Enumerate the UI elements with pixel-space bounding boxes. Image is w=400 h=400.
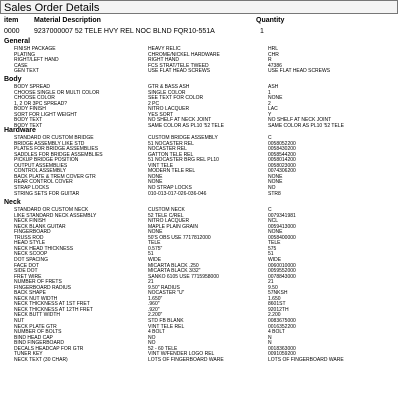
characteristic-value: LOTS OF FINGERBOARD WARE (148, 356, 224, 363)
characteristic-value: NOCASTER "U" (148, 290, 185, 297)
characteristic-value: 010-013-017-026-036-046 (148, 190, 207, 197)
characteristic-value: VINT W/FENDER LOGO REL (148, 351, 215, 358)
characteristic-value: STD FB BLANK (148, 318, 184, 324)
characteristic-code: NONE (268, 229, 283, 236)
characteristic-name: NECK SCOOP (14, 251, 48, 258)
characteristic-value: 52 - 60 TELE (148, 345, 178, 352)
characteristic-value: 51 NOCASTER REL (148, 140, 194, 147)
characteristic-value: WIDE (148, 256, 162, 263)
characteristic-code: 57NKSH (268, 290, 288, 297)
characteristic-name: BODY FINISH (14, 106, 46, 113)
characteristic-name: NECK PLATE GTR (14, 323, 57, 330)
characteristic-value: CUSTOM NECK (148, 207, 185, 213)
characteristic-code: USE FLAT HEAD SCREWS (268, 68, 331, 75)
order-row[interactable] (0, 27, 400, 37)
characteristic-code: 8601ST (268, 301, 286, 308)
characteristic-name: BACK PLATE & TREM COVER GTR (14, 173, 96, 180)
characteristic-name: 1, 2 OR 3PC SPREAD? (14, 100, 68, 107)
characteristic-name: NECK HEAD THICKNESS (14, 245, 74, 252)
column-header-description: Material Description (34, 17, 101, 24)
characteristic-code: N (268, 340, 272, 347)
characteristic-name: NECK NUT WIDTH (14, 295, 58, 302)
characteristic-code: 47386 (268, 62, 282, 69)
characteristic-value: NO (148, 334, 156, 341)
characteristic-name: BIND HEAD CAP (14, 334, 53, 341)
characteristic-name: BRIDGE ASSEMBLY LIKE STD (14, 140, 85, 147)
characteristic-code: 0016352200 (268, 323, 296, 330)
characteristic-code: NONE (268, 173, 283, 180)
characteristic-value: .960" (148, 301, 160, 308)
characteristic-value: .920" (148, 306, 160, 313)
characteristic-value: NONE (148, 179, 163, 186)
characteristic-value: YES SORT (148, 111, 174, 118)
characteristic-name: BODY TEXT (14, 122, 43, 129)
characteristic-value: HEAVY RELIC (148, 46, 181, 52)
characteristic-code: 0079341981 (268, 212, 296, 219)
characteristic-code: 0083675000 (268, 318, 296, 324)
characteristic-name: FACE DOT (14, 262, 40, 269)
characteristic-name: LIKE STANDARD NECK ASSEMBLY (14, 212, 97, 219)
characteristic-code: 92012TH (268, 306, 289, 313)
characteristic-value: VINT TELE (148, 162, 174, 169)
characteristic-code: 0058400000 (268, 234, 296, 241)
characteristic-name: HEAD STYLE (14, 240, 46, 247)
characteristic-value: 2 PC (148, 100, 160, 107)
characteristic-value: SAME COLOR AS PL10 '52 TELE (148, 122, 224, 129)
characteristic-code: NO (268, 184, 276, 191)
characteristic-value: NONE (148, 173, 163, 180)
characteristic-name: GEN TEXT (14, 68, 39, 75)
characteristic-code: 9.50 (268, 284, 278, 291)
characteristic-value: NITRO LACQUER (148, 218, 190, 225)
characteristic-name: STRAP LOCKS (14, 184, 49, 191)
section-title-body: Body (4, 76, 22, 83)
characteristic-value: NO (148, 340, 156, 347)
characteristic-code: 0058052200 (268, 140, 296, 147)
characteristic-name: NECK TEXT (30 CHAR) (14, 356, 68, 363)
characteristic-code: 575 (268, 245, 277, 252)
section-title-neck: Neck (4, 199, 21, 206)
characteristic-name: CHOOSE COLOR (14, 95, 55, 102)
characteristic-code: 0091059200 (268, 351, 296, 358)
characteristic-name: REAR CONTROL COVER (14, 179, 73, 186)
characteristic-value: CHROME/NICKEL HARDWARE (148, 51, 220, 58)
characteristic-name: BIND FINGERBOARD (14, 340, 65, 347)
characteristic-value: 9.50" RADIUS (148, 284, 180, 291)
characteristic-name: CONTROL ASSEMBLY (14, 168, 66, 175)
characteristic-code: 0059413000 (268, 223, 296, 230)
order-quantity: 1 (260, 28, 264, 35)
characteristic-code: 0074306200 (268, 168, 296, 175)
characteristic-value: GTR & BASS ASH (148, 84, 190, 90)
characteristic-code: 0058023000 (268, 162, 296, 169)
characteristic-value: VINT TELE REL (148, 323, 185, 330)
characteristic-code: STR8 (268, 190, 281, 197)
characteristic-name: STANDARD OR CUSTOM NECK (14, 207, 89, 213)
characteristic-code: 0060010000 (268, 262, 296, 269)
characteristic-code: 1.650 (268, 295, 281, 302)
characteristic-code: 0058430200 (268, 146, 296, 153)
section-title-hardware: Hardware (4, 127, 36, 134)
characteristic-value: GATTON TELE REL (148, 151, 194, 158)
characteristic-name: STRING SETS FOR GUITAR (14, 190, 80, 197)
characteristic-value: MICARTA BLACK 3/32" (148, 268, 201, 275)
characteristic-code: 4 BOLT (268, 329, 285, 336)
characteristic-code: Y (268, 111, 272, 118)
characteristic-value: 2.200" (148, 312, 163, 319)
characteristic-name: RIGHT/LEFT HAND (14, 57, 59, 64)
characteristic-value: CUSTOM BRIDGE ASSEMBLY (148, 135, 218, 141)
characteristic-code: C (268, 135, 272, 141)
characteristic-code: SAME COLOR AS PL10 '52 TELE (268, 122, 344, 129)
characteristic-row (0, 357, 400, 363)
characteristic-name: SIDE DOT (14, 268, 38, 275)
characteristic-code: CHR (268, 51, 279, 58)
characteristic-name: NECK BLANK GUITAR (14, 223, 66, 230)
characteristic-value: 52 TELE C/REL (148, 212, 184, 219)
section-title-general: General (4, 38, 31, 45)
table-header (0, 16, 400, 26)
characteristic-value: NO STRAP LOCKS (148, 184, 192, 191)
characteristic-value: USE FLAT HEAD SCREWS (148, 68, 211, 75)
characteristic-name: OUTPUT ASSEMBLIES (14, 162, 68, 169)
order-material-description: 9237000007 52 TELE HVY REL NOC BLND FQR10-551A (34, 28, 215, 35)
characteristic-value: MODERN TELE REL (148, 168, 196, 175)
characteristic-code: 0058014200 (268, 157, 296, 164)
characteristic-name: NECK THICKNESS AT 1ST FRET (14, 301, 90, 308)
characteristic-name: CHOOSE SINGLE OR MULTI COLOR (14, 89, 100, 96)
characteristic-code: 1 (268, 89, 271, 96)
characteristic-code: 0078843000 (268, 273, 296, 280)
characteristic-row (0, 191, 400, 197)
characteristic-name: TUNER KEY (14, 351, 43, 358)
characteristic-value: 21 (148, 279, 154, 286)
characteristic-code: NCL (268, 218, 279, 225)
characteristic-name: BODY TEXT (14, 117, 43, 124)
characteristic-value: 51 (148, 251, 154, 258)
characteristic-code: NONE (268, 95, 283, 102)
characteristic-name: FINGERBOARD RADIUS (14, 284, 71, 291)
characteristic-code: WIDE (268, 256, 282, 263)
characteristic-name: DECALS HEADCAP FOR GTR (14, 345, 84, 352)
characteristic-code: NONE (268, 179, 283, 186)
characteristic-code: 21 (268, 279, 274, 286)
characteristic-name: NUMBER OF BOLTS (14, 329, 62, 336)
window-title: Sales Order Details (0, 0, 398, 14)
characteristic-value: 50'S OBS USE 7717812000 (148, 234, 211, 241)
characteristic-code: 0059552000 (268, 268, 296, 275)
characteristic-value: NOCASTER REL (148, 146, 187, 153)
characteristic-code: N (268, 334, 272, 341)
characteristic-name: BODY SPREAD (14, 84, 51, 90)
characteristic-name: PLATES FOR BRIDGE ASSEMBLIES (14, 146, 99, 153)
characteristic-row (0, 68, 400, 74)
characteristic-value: 51 NOCASTER BRG REL PL10 (148, 157, 219, 164)
characteristic-name: BACK SHAPE (14, 290, 46, 297)
characteristic-name: SADDLES FOR BRIDGE ASSEMBLIES (14, 151, 103, 158)
characteristic-value: MICARTA BLACK .250 (148, 262, 199, 269)
characteristic-value: 4 BOLT (148, 329, 165, 336)
characteristic-code: C (268, 207, 272, 213)
characteristic-value: SEE TEXT FOR COLOR (148, 95, 204, 102)
order-item-number: 0000 (4, 28, 20, 35)
characteristic-value: SINGLE COLOR (148, 89, 186, 96)
characteristic-value: MAPLE PLAIN GRAIN (148, 223, 199, 230)
characteristic-name: TRUSS ROD (14, 234, 44, 241)
characteristic-name: NUT (14, 318, 25, 324)
characteristic-code: ASH (268, 84, 279, 90)
characteristic-name: SORT FOR LIGHT WEIGHT (14, 111, 78, 118)
characteristic-value: NONE (148, 229, 163, 236)
characteristic-value: NITRO LACQUER (148, 106, 190, 113)
characteristic-name: PLATING (14, 51, 36, 58)
characteristic-code: 51 (268, 251, 274, 258)
column-header-item: item (4, 17, 19, 24)
characteristic-name: PICKUP BRIDGE POSITION (14, 157, 79, 164)
characteristic-row (0, 123, 400, 129)
characteristic-name: NUMBER OF FRETS (14, 279, 62, 286)
characteristic-code: 0058544200 (268, 151, 296, 158)
characteristic-code: R (268, 57, 272, 64)
characteristic-name: NECK THICKNESS AT 12TH FRET (14, 306, 93, 313)
characteristic-code: LOTS OF FINGERBOARD WARE (268, 356, 344, 363)
characteristic-code: HRL (268, 46, 279, 52)
characteristic-value: SANKO 6105 USE 7715958000 (148, 273, 219, 280)
characteristic-code: TELE (268, 240, 281, 247)
characteristic-name: FRET WIRE (14, 273, 42, 280)
characteristic-name: FINGERBOARD (14, 229, 51, 236)
column-header-quantity: Quantity (256, 17, 285, 24)
characteristic-value: 0.575" (148, 245, 163, 252)
characteristic-code: NO SHELF AT NECK JOINT (268, 117, 332, 124)
characteristic-name: DOT SPACING (14, 256, 48, 263)
characteristic-name: FINISH PACKAGE (14, 46, 56, 52)
characteristic-name: CASE (14, 62, 28, 69)
characteristic-code: 0018363000 (268, 345, 296, 352)
characteristic-value: FCS STRAT/TELE TWEED (148, 62, 209, 69)
characteristic-code: LAC (268, 106, 278, 113)
characteristic-code: 2.200 (268, 312, 281, 319)
characteristic-value: TELE (148, 240, 161, 247)
characteristic-value: NO SHELF AT NECK JOINT (148, 117, 212, 124)
characteristic-name: NECK BUTT WIDTH (14, 312, 61, 319)
characteristic-value: RIGHT HAND (148, 57, 180, 64)
characteristic-name: NECK FINISH (14, 218, 46, 225)
characteristic-value: 1.650" (148, 295, 163, 302)
characteristic-code: 2 (268, 100, 271, 107)
characteristic-name: STANDARD OR CUSTOM BRIDGE (14, 135, 94, 141)
